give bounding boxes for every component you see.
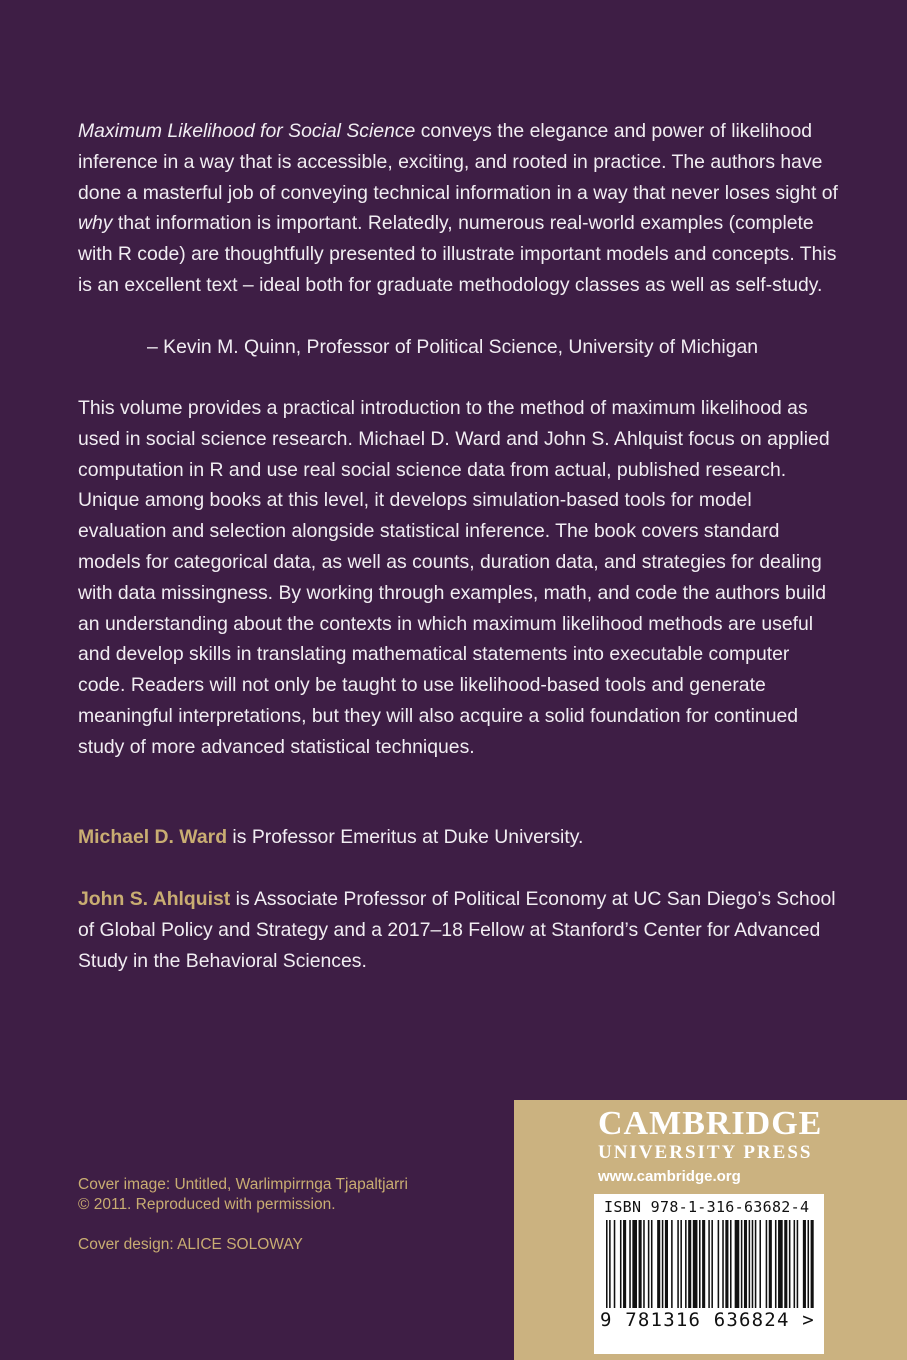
barcode-bar (759, 1220, 761, 1308)
barcode-bar (671, 1220, 673, 1308)
barcode-bar (620, 1220, 622, 1308)
barcode-bar (629, 1220, 631, 1308)
barcode-box (594, 1194, 824, 1354)
quote-attribution: – Kevin M. Quinn, Professor of Political Science, University of Michigan (147, 336, 759, 358)
barcode-bar (784, 1220, 787, 1308)
book-description: This volume provides a practical introduction to the method of maximum likelihood as used in social science research. Michael D. Ward and John S. Ahlquist focus on applied computation in R and use real social science data from actual, published research. Unique among books at this level, it develops simulation-based tools for model evaluation and selection alongside statistical inference. The book covers standard models for categorical data, as well as counts, duration data, and strategies for dealing with data missingness. By working through examples, math, and code the authors build an understanding about the contexts in which maximum likelihood methods are useful and develop skills in translating mathematical statements into executable computer code. Readers will not only be taught to use likelihood-based tools and generate meaningful interpretations, but they will also acquire a solid foundation for continued study of more advanced statistical techniques. (78, 397, 830, 758)
barcode-bar (699, 1220, 701, 1308)
cover-image-copyright: © 2011. Reproduced with permission. (78, 1196, 336, 1213)
barcode-bar (769, 1220, 772, 1308)
barcode-bar (730, 1220, 732, 1308)
barcode-bar (797, 1220, 799, 1308)
author-bio-text: is Associate Professor of Political Economy at UC San Diego’s School of Global Policy and Strategy and a 2017–18 Fellow at Stanford’s Center for Advanced Study in the Behavioral Sciences. (78, 888, 836, 972)
barcode-bar (778, 1220, 783, 1308)
barcode-bar (606, 1220, 608, 1308)
barcode-bar (648, 1220, 650, 1308)
author-bio-ahlquist (78, 884, 838, 976)
barcode-bar (693, 1220, 698, 1308)
barcode-bar (775, 1220, 777, 1308)
endorsement-quote (78, 116, 838, 301)
author-name: Michael D. Ward (78, 826, 228, 848)
barcode-bar (643, 1220, 645, 1308)
barcode-bar (680, 1220, 682, 1308)
barcode-bar (735, 1220, 740, 1308)
barcode-bar (794, 1220, 796, 1308)
barcode-bar (789, 1220, 791, 1308)
barcode-digits: 9 781316 636824 > (600, 1309, 815, 1331)
barcode-bar (708, 1220, 710, 1308)
barcode-bar (808, 1220, 810, 1308)
barcode-bar (662, 1220, 664, 1308)
barcode-bar (803, 1220, 806, 1308)
barcode-bar (688, 1220, 691, 1308)
cover-credits (78, 1175, 408, 1255)
quote-text-part2: that information is important. Relatedly, numerous real-world examples (complete with R code) are thoughtfully presented to illustrate important models and concepts. This is an excellent text – ideal both for graduate methodology classes as well as self-study. (78, 212, 837, 296)
barcode-bar (741, 1220, 743, 1308)
cover-design-credit: Cover design: ALICE SOLOWAY (78, 1236, 303, 1253)
author-bio-ward (78, 822, 838, 853)
barcode-bar (744, 1220, 747, 1308)
barcode-bar (665, 1220, 668, 1308)
quote-text-part1: conveys the elegance and power of likelihood inference in a way that is accessible, exciting, and rooted in practice. The authors have done a masterful job of conveying technical information in a way that never loses sight of (78, 120, 838, 204)
barcode-bar (722, 1220, 724, 1308)
publisher-logo-name: CAMBRIDGE (598, 1105, 823, 1142)
barcode-bar (614, 1220, 616, 1308)
barcode-bar (623, 1220, 626, 1308)
barcode-bar (609, 1220, 611, 1308)
barcode-bar (632, 1220, 637, 1308)
barcode-bar (811, 1220, 814, 1308)
barcode-bar (657, 1220, 660, 1308)
barcode-icon (604, 1220, 816, 1310)
barcode-bar (718, 1220, 720, 1308)
barcode-bar (702, 1220, 705, 1308)
barcode-bar (755, 1220, 757, 1308)
author-bio-text: is Professor Emeritus at Duke University. (227, 826, 584, 848)
barcode-bar (711, 1220, 713, 1308)
barcode-bar (685, 1220, 687, 1308)
why-italic: why (78, 212, 113, 235)
isbn-label: ISBN 978-1-316-63682-4 (604, 1198, 810, 1216)
publisher-website: www.cambridge.org (598, 1168, 741, 1185)
barcode-bar (639, 1220, 642, 1308)
barcode-bar (749, 1220, 751, 1308)
barcode-bar (752, 1220, 754, 1308)
author-name: John S. Ahlquist (78, 888, 231, 910)
barcode-bar (725, 1220, 728, 1308)
barcode-bar (651, 1220, 653, 1308)
book-title-italic: Maximum Likelihood for Social Science (78, 120, 416, 142)
publisher-panel (514, 1100, 907, 1360)
barcode-bar (766, 1220, 768, 1308)
cover-image-credit: Cover image: Untitled, Warlimpirrnga Tjapaltjarri (78, 1176, 408, 1193)
barcode-bar (677, 1220, 679, 1308)
publisher-logo-subtitle: UNIVERSITY PRESS (598, 1142, 813, 1163)
